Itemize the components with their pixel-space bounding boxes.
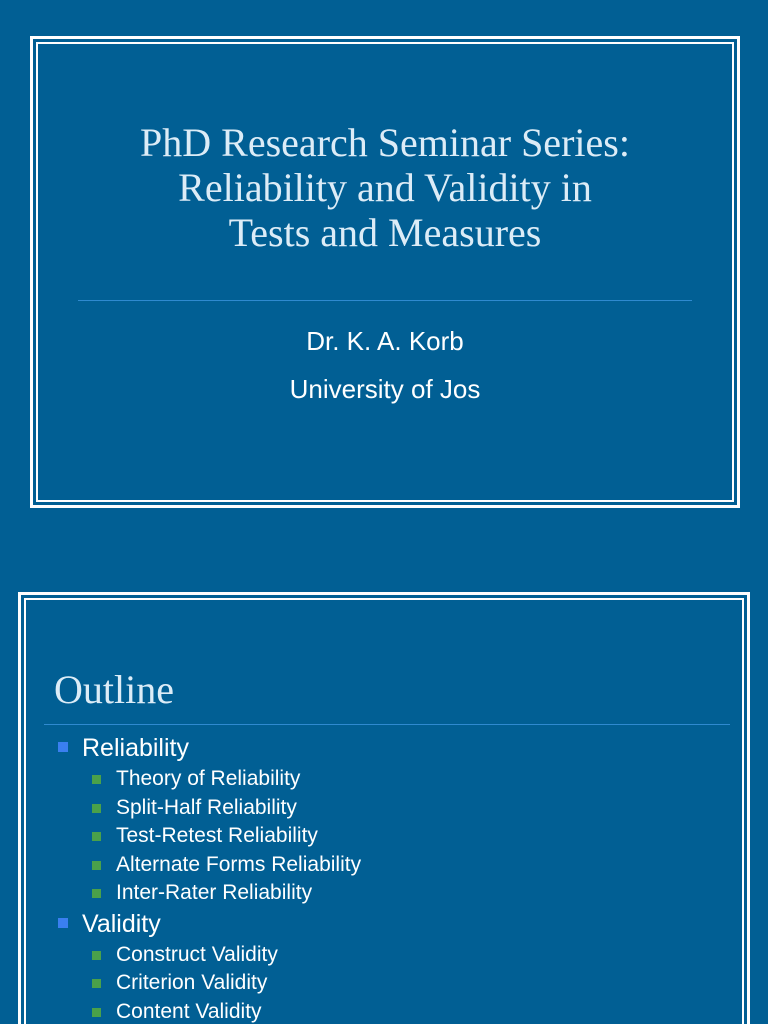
subitem-label: Content Validity [116, 999, 262, 1023]
square-bullet-icon [58, 742, 68, 752]
square-bullet-icon [92, 804, 101, 813]
square-bullet-icon [92, 861, 101, 870]
square-bullet-icon [92, 951, 101, 960]
outline-sublist [82, 765, 732, 908]
title-slide-frame [36, 42, 734, 502]
subitem-label: Construct Validity [116, 942, 278, 966]
outline-section-reliability [56, 732, 732, 908]
outline-section-validity [56, 908, 732, 1024]
section-label: Reliability [82, 734, 189, 762]
square-bullet-icon [92, 889, 101, 898]
outline-subitem [82, 998, 732, 1024]
subitem-label: Test-Retest Reliability [116, 824, 318, 847]
outline-subitem [82, 969, 732, 998]
slide-title-line: Reliability and Validity in [178, 165, 592, 210]
square-bullet-icon [92, 775, 101, 784]
square-bullet-icon [92, 832, 101, 841]
slide-title-line: PhD Research Seminar Series: [140, 120, 630, 165]
slide-title-line: Tests and Measures [228, 210, 542, 255]
outline-subitem [82, 765, 732, 794]
square-bullet-icon [92, 979, 101, 988]
title-slide [30, 36, 740, 508]
outline-list [56, 732, 732, 1024]
square-bullet-icon [58, 918, 68, 928]
section-label: Validity [82, 909, 161, 938]
title-divider [78, 300, 692, 301]
slide-title [38, 120, 732, 255]
outline-subitem [82, 794, 732, 823]
subitem-label: Alternate Forms Reliability [116, 852, 362, 876]
institution-name: University of Jos [289, 374, 481, 404]
outline-subitem [82, 822, 732, 851]
subitem-label: Criterion Validity [116, 971, 268, 994]
outline-subitem [82, 879, 732, 908]
outline-subitem [82, 851, 732, 880]
square-bullet-icon [92, 1008, 101, 1017]
subitem-label: Inter-Rater Reliability [116, 881, 313, 904]
outline-slide [18, 592, 750, 1024]
outline-subitem [82, 941, 732, 970]
outline-title: Outline [54, 667, 174, 712]
outline-divider [44, 724, 730, 725]
outline-slide-frame [24, 598, 744, 1024]
outline-sublist [82, 941, 732, 1024]
subitem-label: Theory of Reliability [116, 767, 301, 790]
subitem-label: Split-Half Reliability [116, 795, 297, 819]
presenter-name: Dr. K. A. Korb [306, 326, 464, 356]
